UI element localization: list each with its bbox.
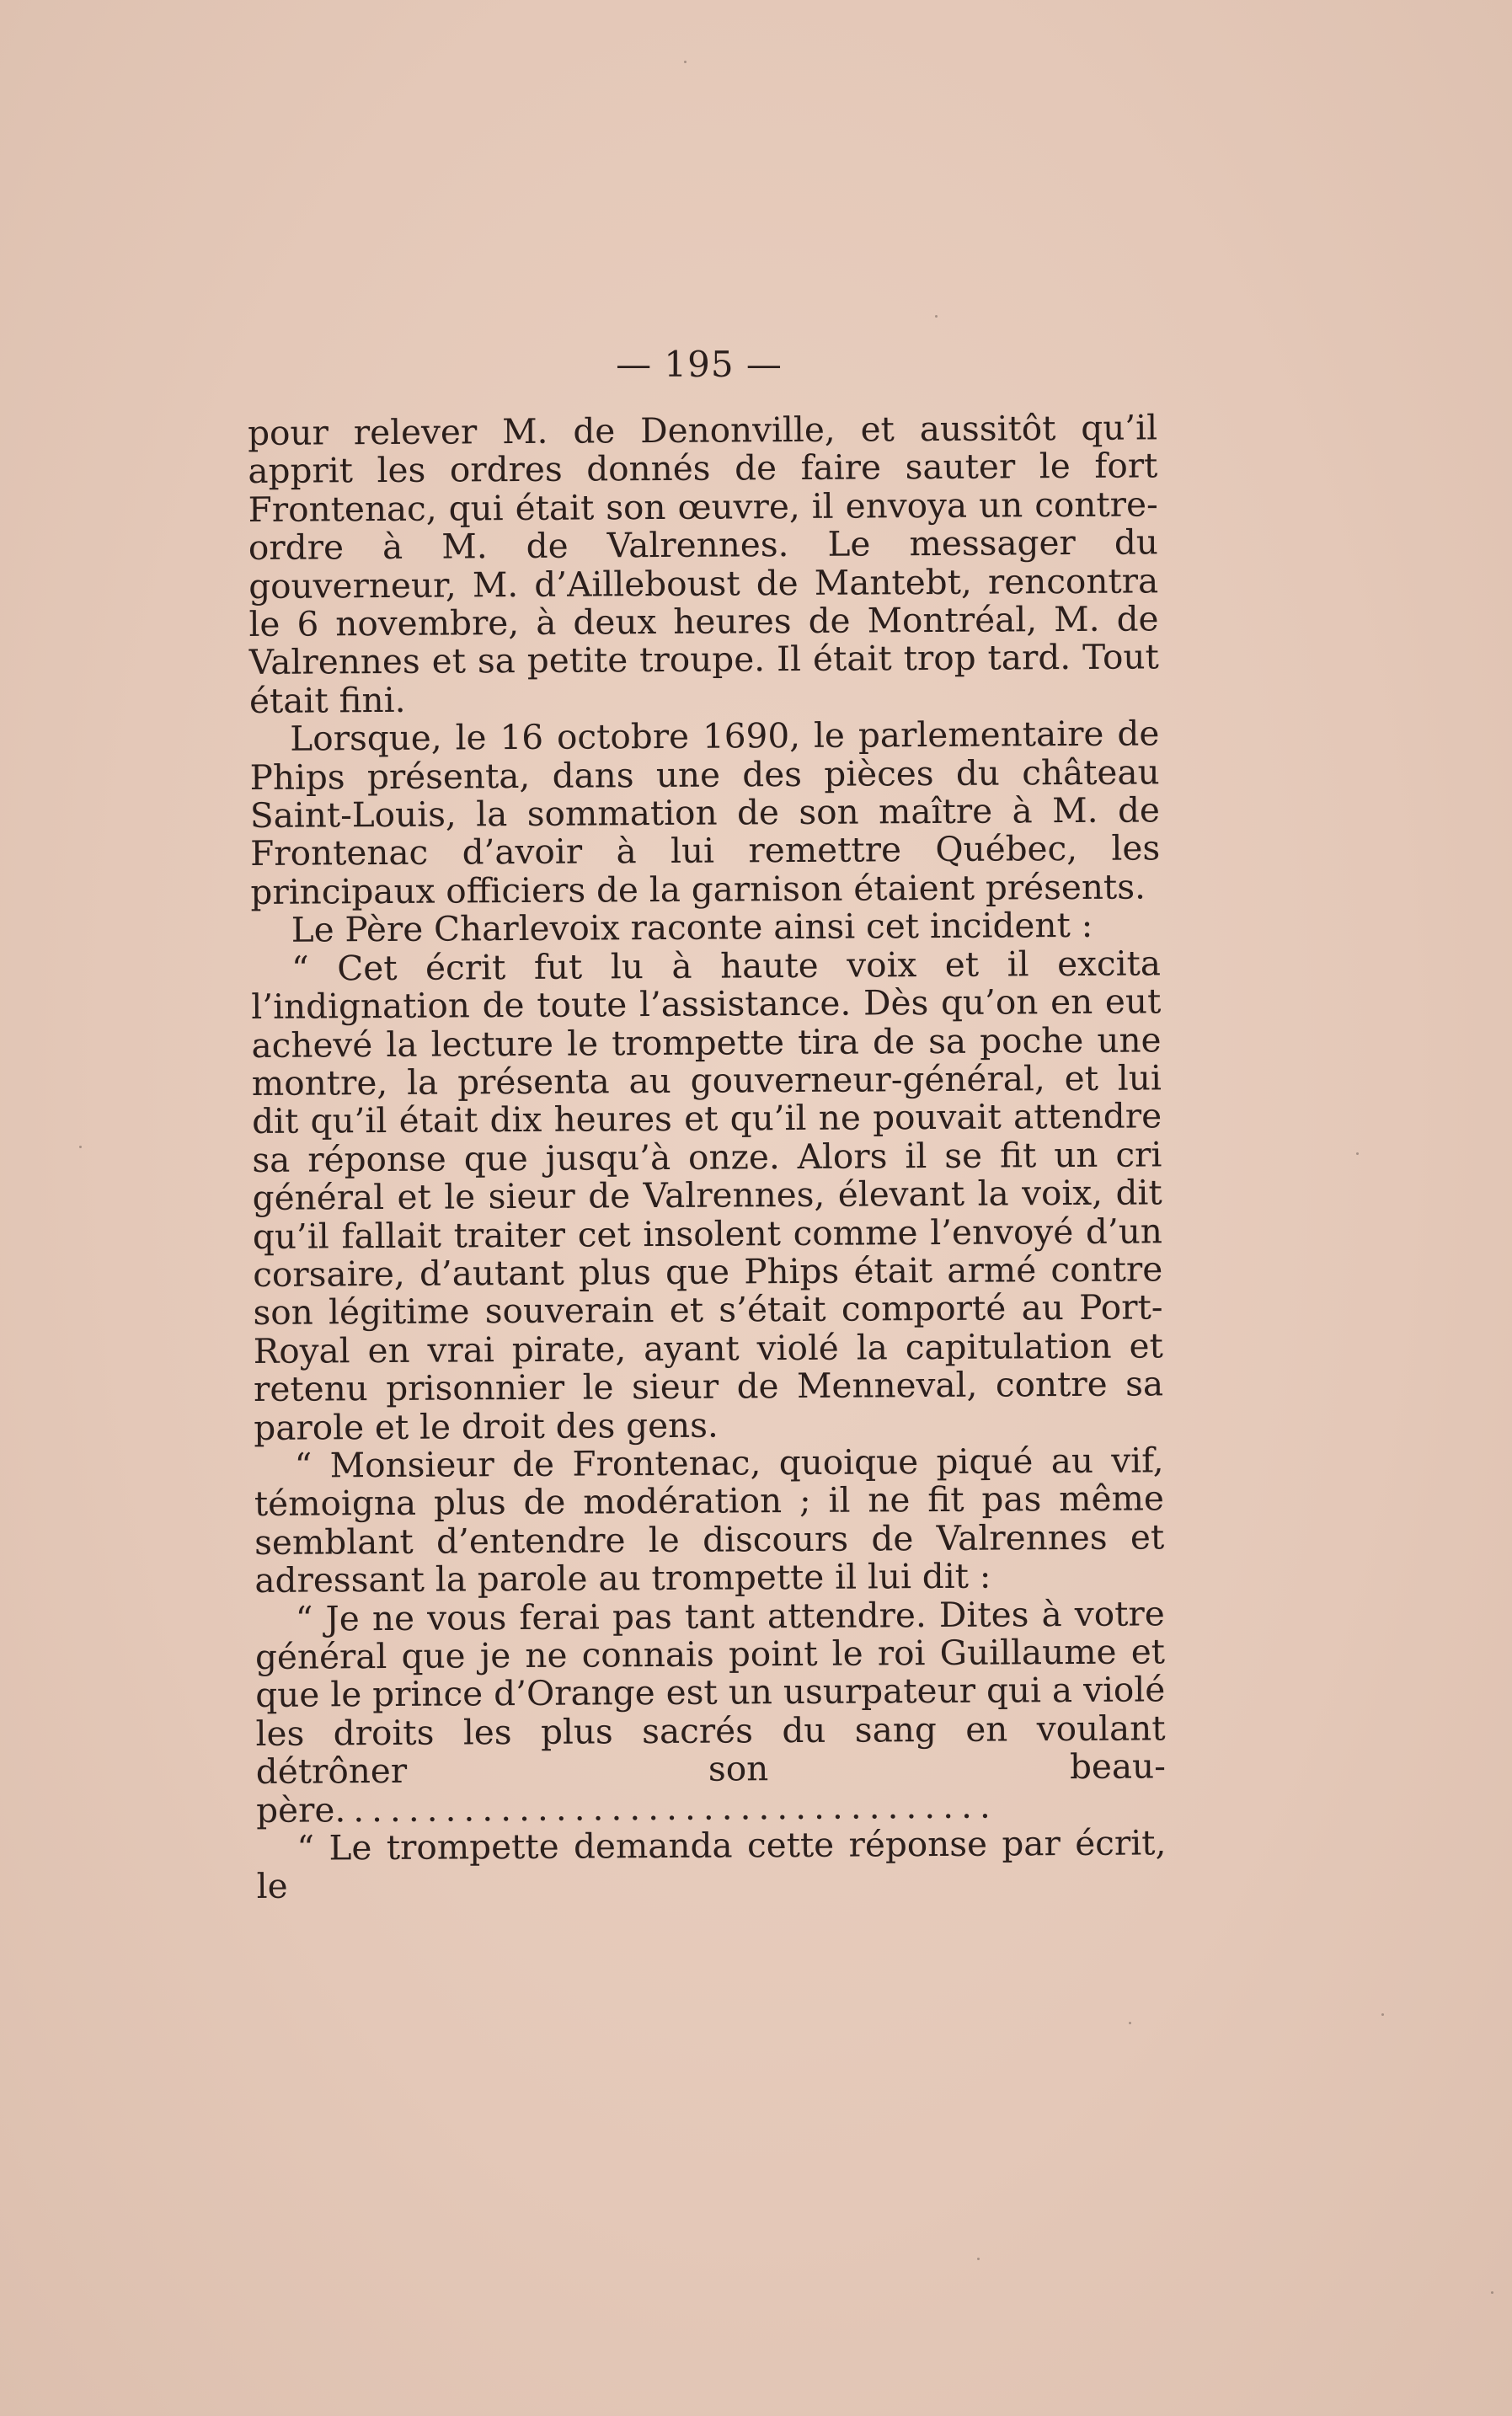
ellipsis-leader: ....................................	[334, 1785, 998, 1831]
page-number: — 195 —	[616, 344, 783, 385]
paragraph-5: “ Monsieur de Frontenac, quoique piqué au vif, témoigna plus de modération ; il ne fit pas même semblant d’entendre le discours de Valrennes et adressant la parole au trompette il lui dit :	[254, 1440, 1165, 1601]
body-text	[248, 409, 1167, 1906]
paper-speck	[684, 61, 687, 63]
paper-speck	[1381, 2013, 1384, 2016]
paper-speck	[935, 315, 938, 318]
paper-speck	[1491, 2291, 1493, 2294]
paragraph-7: “ Le trompette demanda cette réponse par écrit, le	[256, 1822, 1167, 1907]
paper-speck	[1356, 1152, 1359, 1155]
paragraph-1: pour relever M. de Denonville, et aussitôt qu’il apprit les ordres donnés de faire sauter le fort Frontenac, qui était son œuvre, il envoya un contre-ordre à M. de Valrennes. Le messager du gouverneur, M. d’Ailleboust de Mantebt, rencontra le 6 novembre, à deux heures de Montréal, M. de Valrennes et sa petite troupe. Il était trop tard. Tout était fini.	[247, 407, 1159, 721]
paragraph-4: “ Cet écrit fut lu à haute voix et il excita l’indignation de toute l’assistance. Dès qu’on en eut achevé la lecture le trompette tira de sa poche une montre, la présenta au gouverneur-général, et lui dit qu’il était dix heures et qu’il ne pouvait attendre sa réponse que jusqu’à onze. Alors il se fit un cri général et le sieur de Valrennes, élevant la voix, dit qu’il fallait traiter cet insolent comme l’envoyé d’un corsaire, d’autant plus que Phips était armé contre son légitime souverain et s’était comporté au Port-Royal en vrai pirate, ayant violé la capitulation et retenu prisonnier le sieur de Menneval, contre sa parole et le droit des gens.	[251, 943, 1164, 1448]
paragraph-3: Le Père Charlevoix raconte ainsi cet incident :	[291, 905, 1093, 950]
paper-speck	[977, 2258, 980, 2260]
paper-speck	[1129, 2022, 1131, 2024]
paragraph-2: Lorsque, le 16 octobre 1690, le parlementaire de Phips présenta, dans une des pièces du château Saint-Louis, la sommation de son maître à M. de Frontenac d’avoir à lui remettre Québec, les principaux officiers de la garnison étaient présents.	[249, 713, 1161, 912]
paragraph-6-text: “ Je ne vous ferai pas tant attendre. Dites à votre général que je ne connais point le roi Guillaume et que le prince d’Orange est un usurpateur qui a violé les droits les plus sacrés du sang en voulant détrôner son beau-père	[254, 1592, 1166, 1831]
paper-speck	[79, 1146, 82, 1148]
paragraph-6	[254, 1592, 1167, 1831]
